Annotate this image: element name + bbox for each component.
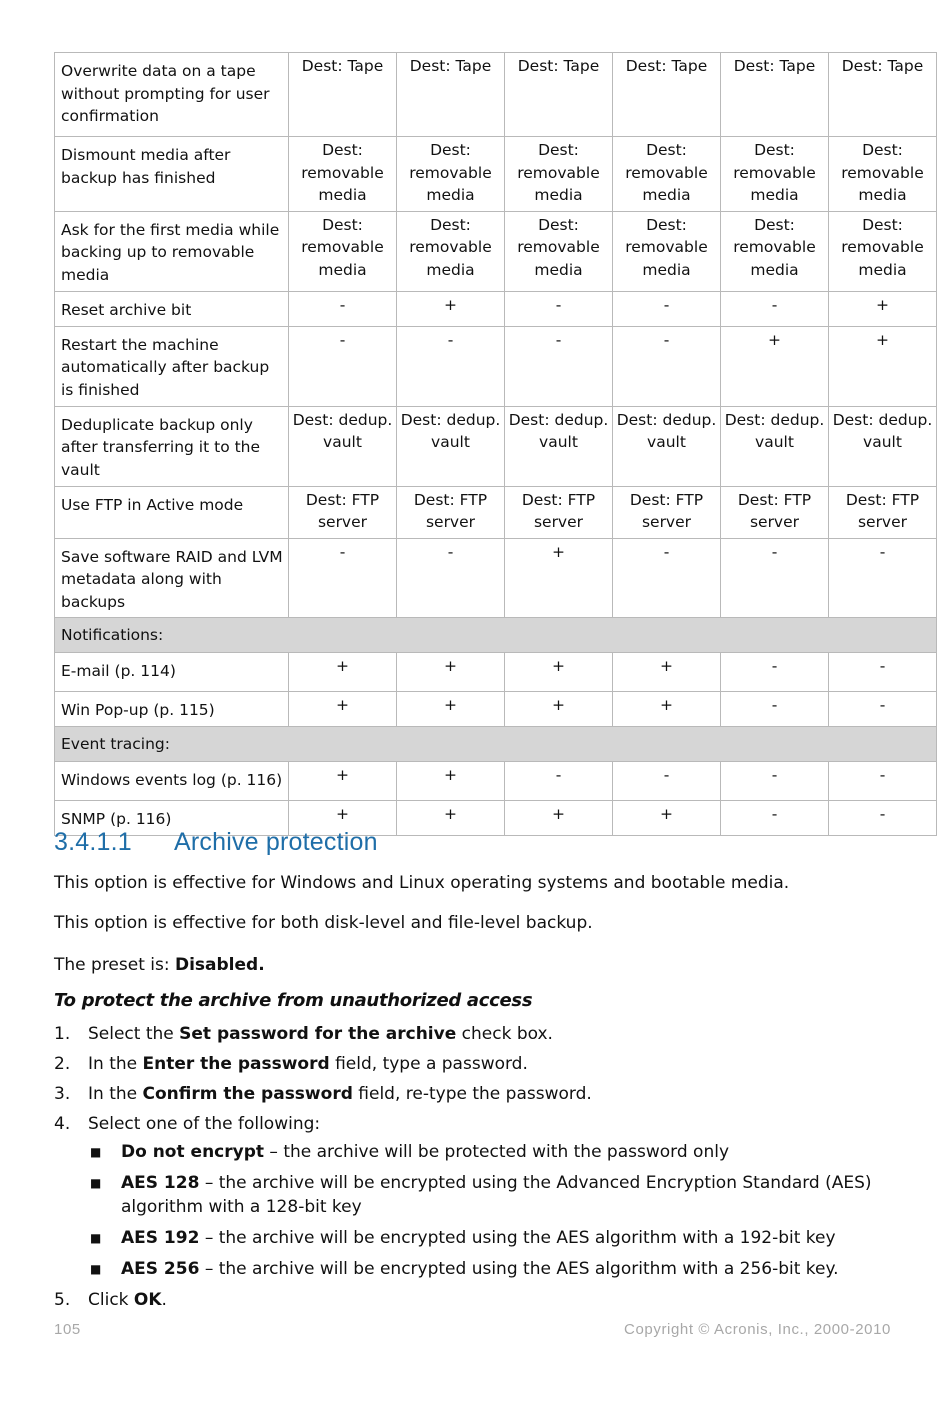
step-text [88, 1082, 592, 1106]
procedure-step [54, 1082, 914, 1106]
option-value-cell: Dest: FTP server [397, 486, 505, 538]
option-name-cell: Use FTP in Active mode [55, 486, 289, 538]
copyright-notice: Copyright © Acronis, Inc., 2000-2010 [624, 1321, 891, 1338]
option-name-cell: Ask for the first media while backing up to removable media [55, 211, 289, 291]
option-value-cell: - [829, 762, 937, 801]
option-name-cell: Win Pop-up (p. 115) [55, 692, 289, 727]
option-value-cell: Dest: removable media [397, 211, 505, 291]
step-text-plain: field, type a password. [329, 1054, 528, 1074]
option-value-cell: - [829, 538, 937, 618]
table-section-label: Event tracing: [55, 727, 937, 762]
table-row [55, 538, 937, 618]
option-value-cell: + [505, 801, 613, 836]
procedure-step [54, 1288, 914, 1312]
step-number: 4. [54, 1114, 71, 1134]
step-number: 3. [54, 1084, 71, 1104]
option-name-cell: Save software RAID and LVM metadata along with backups [55, 538, 289, 618]
encryption-option-name: AES 128 [121, 1173, 200, 1193]
bullet-square-icon: ■ [90, 1176, 102, 1190]
option-value-cell: Dest: removable media [289, 211, 397, 291]
option-name-cell: Dismount media after backup has finished [55, 137, 289, 212]
step-text-plain: check box. [456, 1024, 553, 1044]
option-value-cell: Dest: dedup. vault [505, 406, 613, 486]
option-value-cell: Dest: removable media [613, 211, 721, 291]
option-value-cell: Dest: FTP server [505, 486, 613, 538]
backup-options-table [54, 52, 937, 836]
procedure-step [54, 1022, 914, 1046]
table-row [55, 653, 937, 692]
table-section-row [55, 727, 937, 762]
encryption-option-name: Do not encrypt [121, 1142, 265, 1162]
option-value-cell: Dest: removable media [505, 211, 613, 291]
option-name-cell: Windows events log (p. 116) [55, 762, 289, 801]
option-value-cell: - [829, 801, 937, 836]
encryption-option-text [121, 1257, 839, 1281]
encryption-option [88, 1226, 914, 1250]
step-text [88, 1022, 553, 1046]
option-value-cell: + [505, 538, 613, 618]
option-value-cell: - [397, 326, 505, 406]
option-value-cell: Dest: FTP server [721, 486, 829, 538]
table-section-label: Notifications: [55, 618, 937, 653]
option-value-cell: - [613, 762, 721, 801]
procedure-title: To protect the archive from unauthorized access [54, 990, 533, 1011]
encryption-option-name: AES 192 [121, 1228, 200, 1248]
option-value-cell: Dest: removable media [721, 211, 829, 291]
table-row [55, 53, 937, 137]
step-text-plain: In the [88, 1054, 143, 1074]
encryption-option-description: – the archive will be protected with the password only [264, 1142, 730, 1162]
option-value-cell: + [829, 291, 937, 326]
option-value-cell: - [721, 291, 829, 326]
option-value-cell: + [289, 653, 397, 692]
option-value-cell: - [721, 692, 829, 727]
option-value-cell: Dest: removable media [397, 137, 505, 212]
paragraph-os-scope: This option is effective for Windows and Linux operating systems and bootable media. [54, 873, 790, 893]
option-value-cell: + [397, 692, 505, 727]
option-value-cell: - [505, 326, 613, 406]
option-name-cell: SNMP (p. 116) [55, 801, 289, 836]
bullet-square-icon: ■ [90, 1145, 102, 1159]
option-value-cell: Dest: Tape [289, 53, 397, 137]
option-value-cell: Dest: removable media [505, 137, 613, 212]
preset-label: The preset is: [54, 955, 175, 975]
option-value-cell: + [505, 692, 613, 727]
procedure-step [54, 1052, 914, 1076]
table-row [55, 326, 937, 406]
step-number: 1. [54, 1024, 71, 1044]
option-name-cell: E-mail (p. 114) [55, 653, 289, 692]
option-value-cell: Dest: removable media [829, 137, 937, 212]
option-value-cell: - [721, 762, 829, 801]
option-value-cell: + [721, 326, 829, 406]
step-text [88, 1052, 528, 1076]
step-number: 5. [54, 1290, 71, 1310]
table-row [55, 486, 937, 538]
option-value-cell: + [829, 326, 937, 406]
option-name-cell: Restart the machine automatically after backup is finished [55, 326, 289, 406]
option-value-cell: Dest: removable media [829, 211, 937, 291]
step-text-plain: In the [88, 1084, 143, 1104]
section-number: 3.4.1.1 [54, 828, 132, 856]
step-text-plain: . [161, 1290, 167, 1310]
preset-value: Disabled. [174, 955, 265, 975]
step-text-plain: Select the [88, 1024, 180, 1044]
encryption-option [88, 1171, 914, 1219]
encryption-option-text [121, 1140, 729, 1164]
table-row [55, 137, 937, 212]
option-value-cell: Dest: Tape [397, 53, 505, 137]
option-value-cell: + [505, 653, 613, 692]
option-value-cell: + [613, 692, 721, 727]
option-value-cell: - [505, 762, 613, 801]
option-value-cell: Dest: removable media [613, 137, 721, 212]
option-value-cell: Dest: FTP server [613, 486, 721, 538]
encryption-option-description: – the archive will be encrypted using the AES algorithm with a 256-bit key. [199, 1259, 839, 1279]
option-value-cell: Dest: dedup. vault [829, 406, 937, 486]
option-value-cell: - [613, 291, 721, 326]
option-value-cell: Dest: dedup. vault [721, 406, 829, 486]
encryption-option-name: AES 256 [121, 1259, 200, 1279]
bullet-square-icon: ■ [90, 1231, 102, 1245]
step-number: 2. [54, 1054, 71, 1074]
section-heading [54, 828, 378, 857]
option-name-cell: Overwrite data on a tape without prompting for user confirmation [55, 53, 289, 137]
option-value-cell: + [289, 762, 397, 801]
option-value-cell: - [289, 326, 397, 406]
option-value-cell: + [397, 762, 505, 801]
option-value-cell: - [721, 653, 829, 692]
table-row [55, 762, 937, 801]
encryption-option-description: – the archive will be encrypted using the Advanced Encryption Standard (AES) algorithm with a 128-bit key [121, 1173, 872, 1217]
option-value-cell: Dest: dedup. vault [289, 406, 397, 486]
encryption-option-text [121, 1226, 836, 1250]
table-row [55, 692, 937, 727]
step-text-plain: field, re-type the password. [352, 1084, 592, 1104]
option-value-cell: - [613, 326, 721, 406]
option-value-cell: Dest: Tape [613, 53, 721, 137]
encryption-option [88, 1257, 914, 1281]
option-value-cell: Dest: dedup. vault [397, 406, 505, 486]
option-value-cell: Dest: dedup. vault [613, 406, 721, 486]
option-name-cell: Reset archive bit [55, 291, 289, 326]
step-text-plain: Click [88, 1290, 134, 1310]
step-text [88, 1288, 167, 1312]
option-value-cell: Dest: FTP server [829, 486, 937, 538]
option-name-cell: Deduplicate backup only after transferring it to the vault [55, 406, 289, 486]
option-value-cell: - [397, 538, 505, 618]
option-value-cell: + [613, 801, 721, 836]
option-value-cell: Dest: Tape [829, 53, 937, 137]
encryption-option [88, 1140, 914, 1164]
step-text-bold: Set password for the archive [179, 1024, 457, 1044]
option-value-cell: + [289, 692, 397, 727]
option-value-cell: - [289, 291, 397, 326]
paragraph-backup-scope: This option is effective for both disk-level and file-level backup. [54, 913, 593, 933]
option-value-cell: - [721, 801, 829, 836]
encryption-option-text [121, 1171, 914, 1219]
option-value-cell: - [505, 291, 613, 326]
option-value-cell: - [829, 692, 937, 727]
encryption-options-list [88, 1140, 914, 1281]
table-row [55, 406, 937, 486]
step-text-bold: OK [133, 1290, 162, 1310]
step-text-bold: Enter the password [142, 1054, 330, 1074]
table-section-row [55, 618, 937, 653]
procedure-step [54, 1112, 914, 1136]
option-value-cell: Dest: removable media [721, 137, 829, 212]
option-value-cell: + [289, 801, 397, 836]
option-value-cell: + [397, 653, 505, 692]
option-value-cell: Dest: Tape [721, 53, 829, 137]
option-value-cell: + [397, 801, 505, 836]
option-value-cell: Dest: Tape [505, 53, 613, 137]
step-text [88, 1112, 320, 1136]
bullet-square-icon: ■ [90, 1262, 102, 1276]
step-text-plain: Select one of the following: [88, 1114, 321, 1134]
option-value-cell: - [829, 653, 937, 692]
table-row [55, 211, 937, 291]
option-value-cell: - [289, 538, 397, 618]
option-value-cell: Dest: FTP server [289, 486, 397, 538]
option-value-cell: - [613, 538, 721, 618]
table-row [55, 291, 937, 326]
option-value-cell: + [397, 291, 505, 326]
option-value-cell: - [721, 538, 829, 618]
option-value-cell: + [613, 653, 721, 692]
procedure-steps [54, 1022, 914, 1318]
encryption-option-description: – the archive will be encrypted using the AES algorithm with a 192-bit key [199, 1228, 836, 1248]
paragraph-preset [54, 953, 914, 977]
section-title: Archive protection [174, 828, 378, 856]
page-number: 105 [54, 1321, 81, 1338]
step-text-bold: Confirm the password [142, 1084, 353, 1104]
option-value-cell: Dest: removable media [289, 137, 397, 212]
